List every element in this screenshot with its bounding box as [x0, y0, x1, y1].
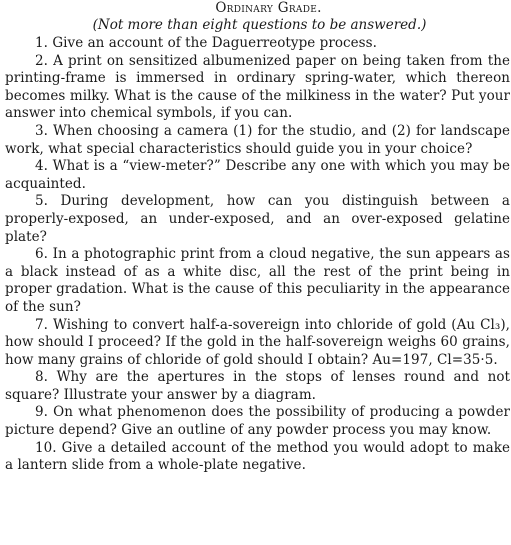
question-number: 4.: [35, 158, 48, 175]
question-text: On what phenomenon does the possibility of producing a powder picture depend? Give an outline of any powder process you may know.: [5, 404, 511, 439]
question-8: [5, 369, 510, 404]
question-text: Why are the apertures in the stops of lenses round and not square? Illustrate your answer by a diagram.: [5, 369, 510, 403]
question-list: [5, 35, 510, 475]
question-number: 6.: [35, 246, 48, 263]
question-text: During development, how can you distinguish between a properly-exposed, an under-exposed, and an over-exposed gelatine plate?: [5, 193, 510, 245]
question-number: 9.: [35, 404, 48, 421]
question-3: [5, 123, 510, 158]
question-text: Give a detailed account of the method you would adopt to make a lantern slide from a whole-plate negative.: [5, 439, 510, 474]
question-5: [5, 193, 510, 246]
question-9: [5, 404, 510, 439]
question-text: Wishing to convert half-a-sovereign into chloride of gold (Au Cl₃), how should I proceed? If the gold in the half-sovereign weighs 60 grains, how many grains of chloride of gold should I obtain? Au=197, Cl=35·5.: [5, 316, 511, 368]
question-number: 7.: [35, 316, 48, 333]
question-number: 8.: [35, 369, 48, 386]
question-4: [5, 158, 510, 193]
question-6: [5, 246, 510, 316]
section-instructions: (Not more than eight questions to be answered.): [92, 17, 427, 33]
question-number: 3.: [35, 122, 48, 139]
question-2: [5, 53, 510, 123]
question-text: When choosing a camera (1) for the studio, and (2) for landscape work, what special characteristics should guide you in your choice?: [5, 122, 510, 157]
question-text: What is a “view-meter?” Describe any one with which you may be acquainted.: [5, 158, 511, 192]
question-1: [5, 35, 510, 53]
section-heading: Ordinary Grade.: [215, 0, 322, 16]
question-number: 1.: [35, 35, 48, 51]
question-7: [5, 317, 510, 370]
question-text: In a photographic print from a cloud negative, the sun appears as a black instead of as a white disc, all the rest of the print being in proper gradation. What is the cause of this peculiarity in the appearance of the sun?: [5, 246, 511, 315]
question-number: 2.: [35, 52, 48, 69]
question-10: [5, 440, 510, 475]
question-number: 5.: [35, 193, 48, 210]
question-text: Give an account of the Daguerreotype process.: [52, 35, 377, 51]
question-text: A print on sensitized albumenized paper on being taken from the printing-frame is immersed in ordinary spring-water, which thereon becomes milky. What is the cause of the milkiness in the water? Put your answer into chemical symbols, if you can.: [5, 52, 511, 122]
question-number: 10.: [35, 439, 57, 456]
